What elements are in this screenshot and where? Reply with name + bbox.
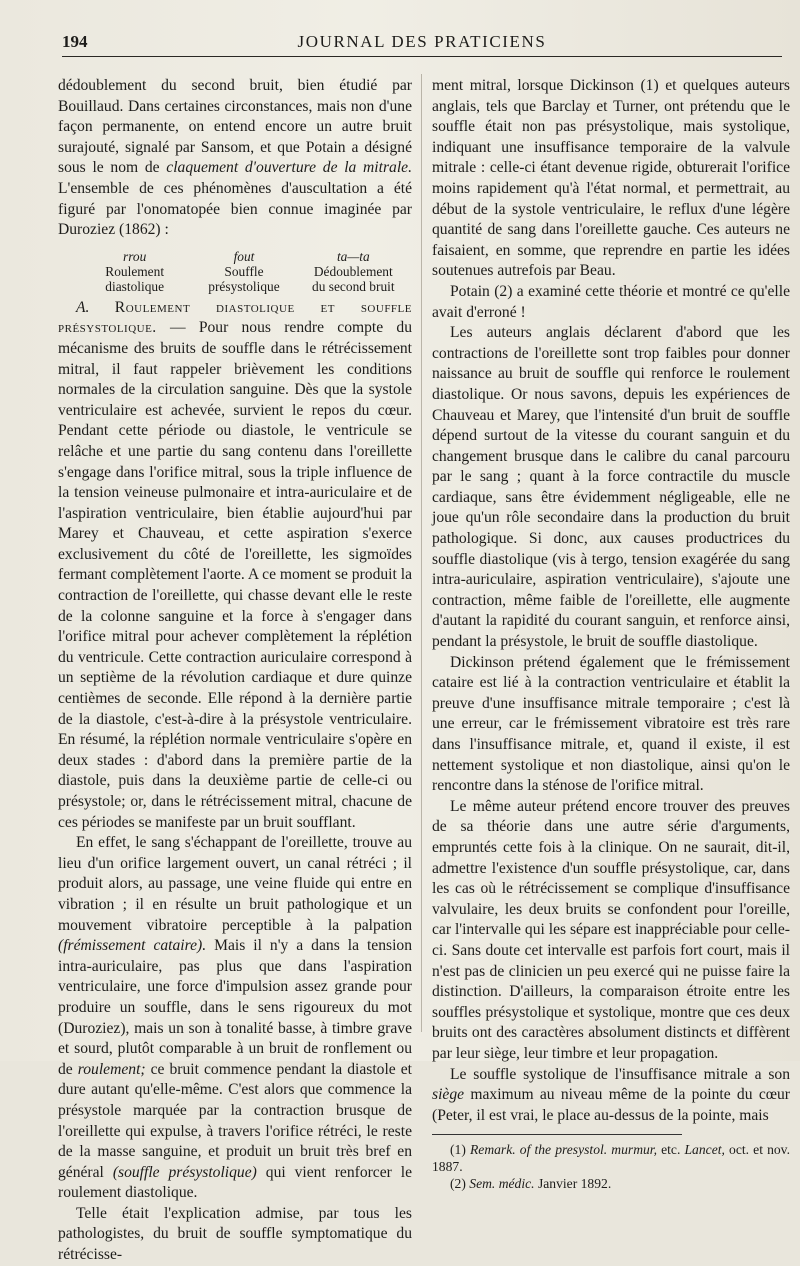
onomatopoeia-entry bbox=[80, 249, 189, 294]
page-number: 194 bbox=[62, 32, 88, 51]
onomatopoeia-label: Souffle bbox=[224, 263, 264, 279]
onomatopoeia-entry bbox=[299, 249, 408, 294]
running-header bbox=[62, 28, 782, 57]
paragraph: Dickinson prétend également que le frémissement cataire est lié à la contraction ventriculaire et établit la preuve d'une insuffisance mitrale temporaire ; c'est là une erreur, car le frémissement vibratoire est très rare dans l'insuffisance mitrale, et, quand il existe, il est nettement systolique et non diastolique, ainsi qu'on le rencontre dans la sténose de l'orifice mitral. bbox=[432, 653, 790, 795]
paragraph: Le souffle systolique de l'insuffisance mitrale a son siège maximum au niveau même de la pointe du cœur (Peter, il est vrai, le place au-dessus de la pointe, mais bbox=[432, 1065, 790, 1124]
onomatopoeia-label: Roulement bbox=[105, 263, 165, 279]
paragraph: Telle était l'explication admise, par tous les pathologistes, du bruit de souffle symptomatique du rétrécisse- bbox=[58, 1204, 412, 1264]
onomatopoeia-label: présystolique bbox=[208, 278, 280, 294]
section-title: Roulement diastolique et souffle présystolique. bbox=[58, 298, 412, 337]
footnotes bbox=[432, 1141, 790, 1192]
onomatopoeia-sound: fout bbox=[233, 248, 255, 264]
footnote: (1) Remark. of the presystol. murmur, etc. Lancet, oct. et nov. 1887. bbox=[432, 1142, 790, 1175]
paragraph: En effet, le sang s'échappant de l'oreillette, trouve au lieu d'un orifice largement ouvert, un canal rétréci ; il produit alors, au passage, une veine fluide qui entre en vibration ; il en résulte un bruit pathologique et un mouvement vibratoire perceptible à la palpation (frémissement cataire). Mais il n'y a dans la tension intra-auriculaire, pas plus que dans l'aspiration ventriculaire, une force d'impulsion assez grande pour produire un souffle, dans le sens rigoureux du mot (Duroziez), mais un son à tonalité basse, à timbre grave et sourd, plutôt comparable à un bruit de ronflement ou de roulement; ce bruit commence pendant la diastole et dure autant qu'elle-même. C'est alors que commence la présystole marquée par la contraction brusque de l'oreillette qui expulse, à travers l'orifice rétréci, le reste de la masse sanguine, et produit un bruit très bref en général (souffle présystolique) qui vient renforcer le roulement diastolique. bbox=[58, 834, 413, 1202]
paragraph: Le même auteur prétend encore trouver des preuves de sa théorie dans une autre série d'arguments, empruntés cette fois à la clinique. On ne saurait, dit-il, admettre l'existence d'un souffle présystolique, car, dans les cas où le rétrécissement se complique d'insuffisance valvulaire, les deux bruits se confondent pour l'oreille, car l'intervalle qui les sépare est inappréciable pour celle-ci. Sans doute cet intervalle est parfois fort court, mais il n'est pas de clinicien un peu exercé qui ne puisse faire la distinction. D'ailleurs, la comparaison étroite entre les souffles présystolique et systolique, montre que ces deux bruits ont des caractères absolument distincts et diffèrent par leur siège, leur timbre et leur propagation. bbox=[432, 797, 790, 1062]
column-divider bbox=[421, 74, 422, 1032]
right-column bbox=[432, 76, 790, 1192]
onomatopoeia-label: du second bruit bbox=[312, 278, 395, 294]
onomatopoeia-sound: ta—ta bbox=[336, 248, 370, 264]
onomatopoeia-label: diastolique bbox=[105, 278, 165, 294]
paragraph: ment mitral, lorsque Dickinson (1) et quelques auteurs anglais, tels que Barclay et Turner, ont prétendu que le souffle était non pas présystolique, mais systolique, indiquant une insuffisance temporaire de la valvule mitrale : celle-ci étant devenue rigide, obturerait l'orifice moins rapidement qu'à l'état normal, et permettrait, au début de la systole ventriculaire, le reflux d'une légère quantité de sang dans l'oreillette gauche. Ces auteurs ne faisaient, en somme, que reprendre en partie les idées soutenues autrefois par Beau. bbox=[432, 77, 790, 280]
journal-title: JOURNAL DES PRATICIENS bbox=[297, 32, 547, 51]
footnote: (2) Sem. médic. Janvier 1892. bbox=[450, 1176, 612, 1192]
onomatopoeia-sound: rrou bbox=[123, 248, 147, 264]
onomatopoeia-entry bbox=[189, 249, 298, 294]
onomatopoeia-label: Dédoublement bbox=[313, 263, 393, 279]
paragraph: Les auteurs anglais déclarent d'abord que les contractions de l'oreillette sont trop faibles pour donner naissance au bruit de souffle qui renforce le roulement diastolique. Or nous savons, depuis les expériences de Chauveau et Marey, que l'intensité d'un bruit de souffle dépend surtout de la vitesse du courant sanguin et du changement brusque dans le calibre du canal parcouru par le sang ; quant à la force contractile du muscle cardiaque, sans être évidemment négligeable, elle ne joue qu'un rôle secondaire dans la production du bruit pathologique. Si donc, aux causes productrices du souffle diastolique (vis à tergo, tension exagérée du sang intra-auriculaire, aspiration ventriculaire), s'ajoute une contraction, même faible de l'oreillette, elle augmente d'autant la rapidité du courant sanguin, et renforce ainsi, pendant la présystole, le bruit de souffle diastolique. bbox=[432, 324, 790, 651]
section-letter: A. bbox=[76, 298, 90, 316]
paragraph: Potain (2) a examiné cette théorie et montré ce qu'elle avait d'erroné ! bbox=[432, 282, 790, 321]
italic-term: claquement d'ouverture de la mitrale. bbox=[166, 159, 412, 177]
section-paragraph: A. Roulement diastolique et souffle présystolique. — Pour nous rendre compte du mécanisme des bruits de souffle dans le rétrécissement mitral, il faut rappeler brièvement les conditions normales de la circulation sanguine. Dès que la systole ventriculaire est achevée, survient le repos du cœur. Pendant cette période ou diastole, le ventricule se relâche et une partie du sang contenu dans l'oreillette s'engage dans l'orifice mitral, sous la triple influence de la tension veineuse pulmonaire et intra-auriculaire et de l'aspiration ventriculaire, bien établie aujourd'hui par Marey et Chauveau, et cette aspiration s'exerce exclusivement du côté de l'oreillette, les sigmoïdes fermant complètement l'aorte. A ce moment se produit la contraction de l'oreillette, qui chasse devant elle le reste de la colonne sanguine et la force à s'engager dans l'orifice mitral pour achever complètement la réplétion du ventricule. Cette contraction auriculaire correspond à un septième de la révolution cardiaque et dure quinze centièmes de seconde. Elle répond à la dernière partie de la diastole, c'est-à-dire à la présystole ventriculaire. En résumé, la réplétion normale ventriculaire s'opère en deux stades : d'abord dans la première partie de la diastole, puis dans la deuxième partie de celle-ci ou présystole; or, dans le rétrécissement mitral, chacune de ces périodes se manifeste par un bruit soufflant. bbox=[58, 298, 413, 831]
paragraph: dédoublement du second bruit, bien étudié par Bouillaud. Dans certaines circonstances, mais non d'une façon permanente, on entend encore un autre bruit surajouté, signalé par Sansom, et que Potain a désigné sous le nom de claquement d'ouverture de la mitrale. L'ensemble de ces phénomènes d'auscultation a été figuré par l'onomatopée bien connue imaginée par Duroziez (1862) : bbox=[58, 77, 412, 239]
footnote-rule bbox=[432, 1134, 682, 1135]
left-column bbox=[58, 76, 412, 1266]
onomatopoeia-table bbox=[80, 249, 408, 294]
